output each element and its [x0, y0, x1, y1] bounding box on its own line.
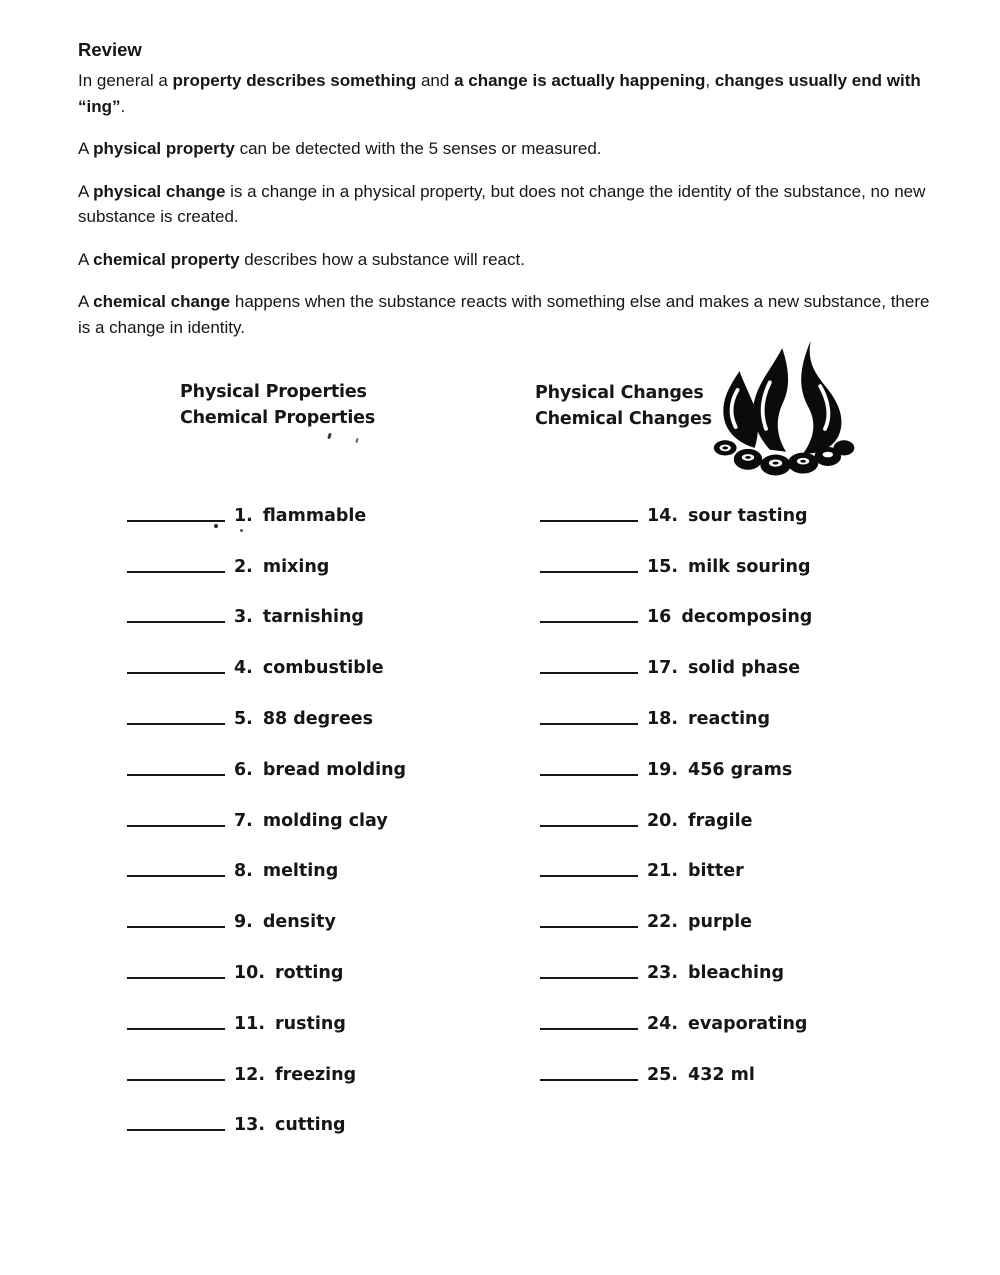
item-number: 8.: [234, 861, 253, 882]
item-number: 25.: [647, 1064, 679, 1085]
item-number: 16: [647, 607, 672, 628]
answer-blank-line: [127, 520, 225, 522]
item-text: [234, 709, 373, 729]
answer-blank-line: [540, 621, 638, 623]
item-text: [234, 658, 384, 678]
text-segment: ,: [705, 71, 715, 90]
item-text: [234, 506, 366, 526]
answer-blank-line: [127, 977, 225, 979]
worksheet-item-row: [540, 837, 900, 888]
item-label: sour tasting: [688, 505, 808, 526]
worksheet-item-row: [127, 938, 487, 989]
item-number: 22.: [647, 912, 679, 933]
answer-blank-line: [127, 926, 225, 928]
item-label: decomposing: [681, 607, 813, 628]
item-label: evaporating: [688, 1013, 808, 1034]
item-text: [647, 607, 812, 627]
item-number: 24.: [647, 1013, 679, 1034]
item-number: 10.: [234, 962, 266, 983]
answer-blank-line: [540, 875, 638, 877]
item-number: 6.: [234, 759, 253, 780]
answer-blank-line: [540, 723, 638, 725]
answer-blank-line: [127, 621, 225, 623]
item-text: [647, 912, 752, 932]
item-text: [234, 1014, 346, 1034]
answer-blank-line: [540, 571, 638, 573]
answer-blank-line: [127, 672, 225, 674]
worksheet-item-row: [540, 786, 900, 837]
item-text: [234, 1115, 346, 1135]
item-number: 7.: [234, 810, 253, 831]
item-label: bleaching: [688, 962, 785, 983]
definition-physical-change: [78, 179, 946, 230]
left-column-header: [180, 379, 375, 431]
left-items-column: [127, 481, 487, 1141]
worksheet-item-row: [540, 633, 900, 684]
item-label: density: [262, 912, 336, 933]
text-segment: A: [78, 181, 94, 201]
scan-artifact: [355, 438, 358, 443]
worksheet-item-row: [540, 583, 900, 634]
answer-blank-line: [540, 926, 638, 928]
worksheet-item-row: [127, 989, 487, 1040]
text-segment: is a change in a physical property, but does not change the identity of the substance, no new substance is created.: [78, 181, 926, 226]
scan-artifact: [214, 524, 218, 528]
answer-blank-line: [127, 571, 225, 573]
answer-blank-line: [540, 1028, 638, 1030]
item-text: [647, 658, 800, 678]
worksheet-item-row: [540, 532, 900, 583]
item-text: [234, 912, 336, 932]
item-label: combustible: [262, 658, 384, 679]
item-text: [234, 861, 338, 881]
text-segment: .: [120, 96, 126, 116]
item-number: 21.: [647, 861, 679, 882]
item-label: melting: [262, 861, 339, 882]
item-text: [234, 1065, 356, 1085]
worksheet-item-row: [540, 887, 900, 938]
worksheet-item-row: [127, 1040, 487, 1091]
item-text: [647, 963, 784, 983]
item-number: 17.: [647, 658, 679, 679]
worksheet-item-row: [540, 989, 900, 1040]
worksheet-item-row: [127, 684, 487, 735]
item-text: [234, 607, 364, 627]
item-text: [647, 506, 808, 526]
bold-text-segment: chemical property: [93, 249, 240, 269]
left-header-line1: Physical Properties: [180, 382, 367, 402]
text-segment: describes how a substance will react.: [239, 249, 525, 269]
right-header-line1: Physical Changes: [535, 383, 704, 403]
item-number: 12.: [234, 1064, 266, 1085]
bold-text-segment: physical change: [93, 181, 226, 201]
item-number: 14.: [647, 505, 679, 526]
item-text: [647, 811, 752, 831]
worksheet-item-row: [127, 887, 487, 938]
item-text: [234, 963, 343, 983]
scan-artifact: [240, 529, 243, 532]
worksheet-item-row: [127, 735, 487, 786]
item-text: [647, 709, 770, 729]
scan-artifact: [327, 433, 332, 440]
item-label: molding clay: [262, 810, 388, 831]
item-number: 11.: [234, 1013, 266, 1034]
item-label: freezing: [275, 1064, 357, 1085]
answer-blank-line: [127, 825, 225, 827]
worksheet-item-row: [127, 583, 487, 634]
bold-text-segment: a change is actually happening: [454, 71, 706, 90]
text-segment: A: [78, 292, 94, 311]
left-header-line2: Chemical Properties: [180, 408, 376, 428]
answer-blank-line: [127, 875, 225, 877]
item-label: fragile: [688, 810, 753, 831]
item-label: bread molding: [262, 759, 407, 780]
item-text: [647, 861, 744, 881]
worksheet-item-row: [127, 633, 487, 684]
bold-text-segment: changes usually end with “ing”: [78, 71, 921, 116]
item-text: [647, 1014, 807, 1034]
item-label: bitter: [688, 861, 744, 882]
item-number: 18.: [647, 708, 679, 729]
review-section: [78, 38, 946, 357]
answer-blank-line: [540, 1079, 638, 1081]
worksheet-item-row: [540, 735, 900, 786]
answer-blank-line: [127, 1129, 225, 1131]
text-segment: happens when the substance reacts with something else and makes a new substance, there is a change in identity.: [78, 292, 930, 337]
worksheet-item-row: [127, 786, 487, 837]
review-intro-paragraph: [78, 68, 946, 119]
item-text: [234, 557, 329, 577]
item-number: 9.: [234, 912, 253, 933]
worksheet-item-row: [127, 1091, 487, 1142]
item-label: mixing: [262, 556, 330, 577]
item-number: 23.: [647, 962, 679, 983]
definition-physical-property: [78, 136, 946, 162]
text-segment: A: [78, 249, 94, 269]
text-segment: can be detected with the 5 senses or measured.: [234, 139, 602, 158]
item-label: solid phase: [688, 658, 801, 679]
item-label: rotting: [275, 962, 344, 983]
worksheet-item-row: [127, 481, 487, 532]
review-heading: Review: [78, 39, 142, 60]
right-header-line2: Chemical Changes: [535, 409, 712, 429]
item-number: 1.: [234, 505, 253, 526]
item-label: 456 grams: [688, 759, 793, 780]
item-label: flammable: [262, 505, 367, 526]
answer-blank-line: [540, 774, 638, 776]
right-column-header: [535, 380, 712, 432]
text-segment: A: [78, 139, 94, 158]
worksheet-item-row: [127, 837, 487, 888]
item-text: [647, 557, 811, 577]
answer-blank-line: [127, 1028, 225, 1030]
item-label: cutting: [275, 1115, 346, 1136]
bold-text-segment: chemical change: [93, 292, 231, 311]
definition-chemical-property: [78, 247, 946, 273]
campfire-icon: [710, 333, 862, 483]
item-number: 2.: [234, 556, 253, 577]
answer-blank-line: [127, 723, 225, 725]
worksheet-item-row: [540, 481, 900, 532]
item-number: 13.: [234, 1115, 266, 1136]
item-number: 19.: [647, 759, 679, 780]
item-text: [234, 760, 406, 780]
item-label: milk souring: [688, 556, 811, 577]
item-number: 20.: [647, 810, 679, 831]
item-number: 5.: [234, 708, 253, 729]
item-number: 3.: [234, 607, 253, 628]
worksheet-item-row: [127, 532, 487, 583]
answer-blank-line: [540, 977, 638, 979]
item-label: 88 degrees: [262, 708, 373, 729]
item-label: 432 ml: [688, 1064, 755, 1085]
item-label: rusting: [275, 1013, 346, 1034]
item-label: reacting: [688, 708, 771, 729]
worksheet-item-row: [540, 684, 900, 735]
text-segment: and: [416, 71, 455, 90]
right-items-column: [540, 481, 900, 1091]
answer-blank-line: [540, 672, 638, 674]
worksheet-item-row: [540, 938, 900, 989]
answer-blank-line: [540, 825, 638, 827]
item-text: [234, 811, 388, 831]
item-label: tarnishing: [262, 607, 364, 628]
item-text: [647, 1065, 755, 1085]
bold-text-segment: physical property: [93, 139, 235, 158]
item-text: [647, 760, 792, 780]
item-label: purple: [688, 912, 753, 933]
item-number: 15.: [647, 556, 679, 577]
bold-text-segment: property describes something: [172, 71, 417, 90]
answer-blank-line: [127, 774, 225, 776]
item-number: 4.: [234, 658, 253, 679]
answer-blank-line: [127, 1079, 225, 1081]
worksheet-item-row: [540, 1040, 900, 1091]
text-segment: In general a: [78, 71, 173, 90]
answer-blank-line: [540, 520, 638, 522]
